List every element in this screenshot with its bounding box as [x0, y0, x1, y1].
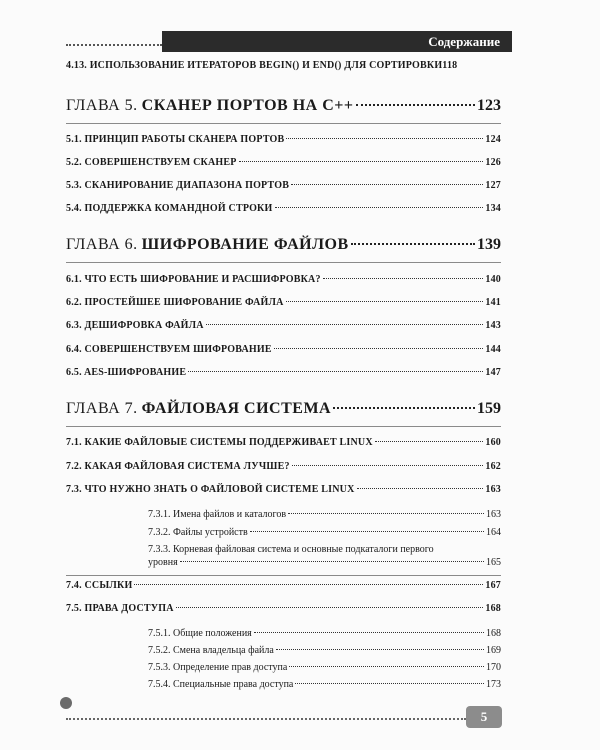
leader-dots: [357, 488, 484, 489]
toc-entry-page: 163: [485, 484, 501, 495]
footer-circle-icon: [60, 697, 72, 709]
toc-entry-page: 127: [485, 180, 501, 191]
toc-subentry-7-5-4[interactable]: [148, 679, 501, 690]
toc-entry-label: 7.1. КАКИЕ ФАЙЛОВЫЕ СИСТЕМЫ ПОДДЕРЖИВАЕТ LINUX: [66, 437, 373, 448]
leader-dots: [289, 666, 484, 667]
divider: [66, 123, 501, 124]
toc-entry-page: 143: [485, 320, 501, 331]
toc-entry-label: 6.4. СОВЕРШЕНСТВУЕМ ШИФРОВАНИЕ: [66, 344, 272, 355]
toc-entry-page: 173: [486, 679, 501, 690]
toc-entry-page: 140: [485, 274, 501, 285]
toc-subentry-7-3-1[interactable]: [148, 509, 501, 520]
toc-entry-4-13[interactable]: [66, 60, 501, 71]
toc-entry-page: 162: [485, 461, 501, 472]
toc-entry-page: 144: [485, 344, 501, 355]
toc-entry-label: 7.4. ССЫЛКИ: [66, 580, 133, 591]
toc-entry-page: 134: [485, 203, 501, 214]
chapter-kind: ГЛАВА 7.: [66, 400, 138, 417]
leader-dots: [274, 348, 484, 349]
header-dotted-rule: [66, 44, 162, 46]
toc-subentry-7-5-1[interactable]: [148, 628, 501, 639]
toc-entry-5-4[interactable]: [66, 203, 501, 214]
toc-entry-7-5[interactable]: [66, 603, 501, 614]
toc-entry-label: 7.5.2. Смена владельца файла: [148, 645, 274, 656]
toc-subentry-7-5-2[interactable]: [148, 645, 501, 656]
toc-entry-page: 168: [485, 603, 501, 614]
toc-entry-page: 164: [486, 527, 501, 538]
chapter-7-heading[interactable]: [66, 400, 501, 418]
chapter-kind: ГЛАВА 5.: [66, 97, 138, 114]
toc-entry-7-4[interactable]: [66, 580, 501, 591]
toc-entry-label-line2: уровня: [148, 557, 178, 568]
leader-dots: [333, 407, 475, 409]
chapter-title: ФАЙЛОВАЯ СИСТЕМА: [141, 400, 332, 417]
toc-entry-5-2[interactable]: [66, 157, 501, 168]
header-bar: [162, 31, 512, 52]
toc-entry-5-3[interactable]: [66, 180, 501, 191]
page-number-badge: [466, 706, 502, 728]
leader-dots: [275, 207, 484, 208]
leader-dots: [292, 465, 484, 466]
toc-entry-label: 4.13. ИСПОЛЬЗОВАНИЕ ИТЕРАТОРОВ BEGIN() И END() ДЛЯ СОРТИРОВКИ: [66, 60, 443, 71]
toc-entry-label: 6.3. ДЕШИФРОВКА ФАЙЛА: [66, 320, 204, 331]
leader-dots: [356, 104, 476, 106]
toc-entry-6-3[interactable]: [66, 320, 501, 331]
toc-entry-label: 5.3. СКАНИРОВАНИЕ ДИАПАЗОНА ПОРТОВ: [66, 180, 290, 191]
toc-entry-6-2[interactable]: [66, 297, 501, 308]
toc-entry-page: 147: [485, 367, 501, 378]
chapter-6-heading[interactable]: [66, 236, 501, 254]
toc-subentry-7-3-2[interactable]: [148, 527, 501, 538]
leader-dots: [375, 441, 484, 442]
leader-dots: [254, 632, 484, 633]
toc-entry-label: 7.3. ЧТО НУЖНО ЗНАТЬ О ФАЙЛОВОЙ СИСТЕМЕ LINUX: [66, 484, 355, 495]
leader-dots: [180, 561, 484, 562]
leader-dots: [323, 278, 484, 279]
toc-entry-page: 170: [486, 662, 501, 673]
leader-dots: [206, 324, 484, 325]
page-number: 5: [480, 709, 488, 724]
toc-entry-page: 124: [485, 134, 501, 145]
divider: [66, 262, 501, 263]
toc-entry-label: 5.2. СОВЕРШЕНСТВУЕМ СКАНЕР: [66, 157, 237, 168]
leader-dots: [134, 584, 483, 585]
chapter-kind: ГЛАВА 6.: [66, 236, 138, 253]
chapter-title: ШИФРОВАНИЕ ФАЙЛОВ: [141, 236, 349, 253]
toc-entry-7-1[interactable]: [66, 437, 501, 448]
toc-entry-6-5[interactable]: [66, 367, 501, 378]
toc-entry-label: 6.2. ПРОСТЕЙШЕЕ ШИФРОВАНИЕ ФАЙЛА: [66, 297, 284, 308]
leader-dots: [286, 138, 483, 139]
toc-entry-page: 168: [486, 628, 501, 639]
toc-entry-page: 160: [485, 437, 501, 448]
leader-dots: [176, 607, 484, 608]
chapter-title: СКАНЕР ПОРТОВ НА С++: [141, 97, 354, 114]
toc-entry-6-4[interactable]: [66, 344, 501, 355]
chapter-page: 159: [477, 400, 501, 417]
toc-entry-label: 7.3.1. Имена файлов и каталогов: [148, 509, 287, 520]
toc-subentry-7-5-3[interactable]: [148, 662, 501, 673]
toc-entry-5-1[interactable]: [66, 134, 501, 145]
divider: [66, 575, 501, 576]
toc-entry-label: 7.5. ПРАВА ДОСТУПА: [66, 603, 174, 614]
toc-subentry-7-3-3[interactable]: [148, 543, 501, 569]
leader-dots: [291, 184, 483, 185]
leader-dots: [239, 161, 484, 162]
toc-entry-label: 7.5.4. Специальные права доступа: [148, 679, 294, 690]
leader-dots: [188, 371, 483, 372]
leader-dots: [351, 243, 475, 245]
toc-entry-label: 7.5.3. Определение прав доступа: [148, 662, 288, 673]
toc-entry-page: 163: [486, 509, 501, 520]
toc-entry-page: 118: [442, 60, 458, 71]
toc-entry-6-1[interactable]: [66, 274, 501, 285]
toc-entry-label: 5.4. ПОДДЕРЖКА КОМАНДНОЙ СТРОКИ: [66, 203, 273, 214]
footer-dotted-rule: [66, 718, 466, 720]
toc-entry-label-line1: 7.3.3. Корневая файловая система и основные подкаталоги первого: [148, 544, 434, 555]
leader-dots: [288, 513, 484, 514]
toc-entry-7-2[interactable]: [66, 461, 501, 472]
toc-entry-label: 5.1. ПРИНЦИП РАБОТЫ СКАНЕРА ПОРТОВ: [66, 134, 285, 145]
toc-entry-page: 169: [486, 645, 501, 656]
leader-dots: [286, 301, 484, 302]
chapter-page: 123: [477, 97, 501, 114]
toc-entry-label: 6.1. ЧТО ЕСТЬ ШИФРОВАНИЕ И РАСШИФРОВКА?: [66, 274, 321, 285]
toc-entry-label: 7.5.1. Общие положения: [148, 628, 252, 639]
toc-entry-page: 141: [485, 297, 501, 308]
toc-entry-page: 167: [485, 580, 501, 591]
header-title: Содержание: [428, 33, 500, 49]
toc-entry-page: 165: [486, 557, 501, 568]
divider: [66, 426, 501, 427]
toc-entry-label: 7.2. КАКАЯ ФАЙЛОВАЯ СИСТЕМА ЛУЧШЕ?: [66, 461, 290, 472]
toc-entry-page: 126: [485, 157, 501, 168]
chapter-5-heading[interactable]: [66, 97, 501, 115]
leader-dots: [250, 531, 484, 532]
chapter-page: 139: [477, 236, 501, 253]
toc-entry-7-3[interactable]: [66, 484, 501, 495]
toc-entry-label: 6.5. AES-ШИФРОВАНИЕ: [66, 367, 187, 378]
toc-entry-label: 7.3.2. Файлы устройств: [148, 527, 248, 538]
leader-dots: [295, 683, 484, 684]
leader-dots: [276, 649, 484, 650]
